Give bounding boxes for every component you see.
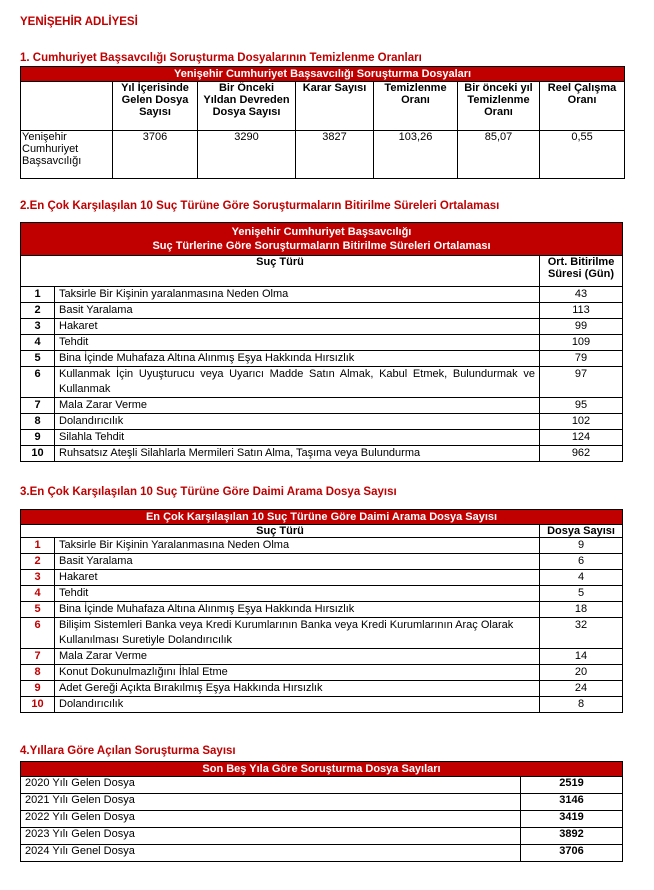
row-number: 7 bbox=[21, 649, 55, 665]
crime-type: Bina İçinde Muhafaza Altına Alınmış Eşya Hakkında Hırsızlık bbox=[55, 351, 540, 367]
table-row bbox=[21, 794, 623, 811]
col-header-value: Dosya Sayısı bbox=[540, 525, 623, 538]
cell-value: 3706 bbox=[113, 131, 198, 179]
row-number: 10 bbox=[21, 697, 55, 713]
table-row bbox=[21, 811, 623, 828]
col-header-crime: Suç Türü bbox=[21, 525, 540, 538]
year-label: 2024 Yılı Genel Dosya bbox=[21, 845, 521, 862]
col-header: Bir Önceki Yıldan Devreden Dosya Sayısı bbox=[198, 82, 296, 131]
table-row bbox=[21, 131, 625, 179]
table-row bbox=[21, 287, 623, 303]
crime-type: Basit Yaralama bbox=[55, 303, 540, 319]
table-row bbox=[21, 697, 623, 713]
table-row bbox=[21, 649, 623, 665]
table-row bbox=[21, 681, 623, 697]
section2-table-title: Yenişehir Cumhuriyet Başsavcılığı Suç Türlerine Göre Soruşturmaların Bitirilme Süreleri Ortalaması bbox=[21, 223, 623, 256]
year-file-count: 3419 bbox=[521, 811, 623, 828]
crime-type: Bilişim Sistemleri Banka veya Kredi Kurumlarının Banka veya Kredi Kurumlarının Araç Olarak Kullanılması Suretiyle Dolandırıcılık bbox=[55, 618, 540, 649]
crime-type: Dolandırıcılık bbox=[55, 414, 540, 430]
row-number: 2 bbox=[21, 554, 55, 570]
section2-heading: 2.En Çok Karşılaşılan 10 Suç Türüne Göre Soruşturmaların Bitirilme Süreleri Ortalaması bbox=[20, 200, 500, 212]
avg-days-value: 113 bbox=[540, 303, 623, 319]
crime-type: Silahla Tehdit bbox=[55, 430, 540, 446]
file-count-value: 20 bbox=[540, 665, 623, 681]
file-count-value: 14 bbox=[540, 649, 623, 665]
file-count-value: 5 bbox=[540, 586, 623, 602]
table-row bbox=[21, 398, 623, 414]
crime-type: Taksirle Bir Kişinin Yaralanmasına Neden Olma bbox=[55, 538, 540, 554]
row-number: 1 bbox=[21, 538, 55, 554]
crime-type: Taksirle Bir Kişinin yaralanmasına Neden Olma bbox=[55, 287, 540, 303]
table-row bbox=[21, 367, 623, 398]
file-count-value: 18 bbox=[540, 602, 623, 618]
crime-type: Dolandırıcılık bbox=[55, 697, 540, 713]
table-row bbox=[21, 845, 623, 862]
crime-type: Ruhsatsız Ateşli Silahlarla Mermileri Satın Alma, Taşıma veya Bulundurma bbox=[55, 446, 540, 462]
row-number: 6 bbox=[21, 618, 55, 649]
avg-days-value: 99 bbox=[540, 319, 623, 335]
table-row bbox=[21, 303, 623, 319]
crime-type: Mala Zarar Verme bbox=[55, 649, 540, 665]
table-row bbox=[21, 414, 623, 430]
row-number: 3 bbox=[21, 570, 55, 586]
avg-days-value: 43 bbox=[540, 287, 623, 303]
row-number: 5 bbox=[21, 602, 55, 618]
col-header: Yıl İçerisinde Gelen Dosya Sayısı bbox=[113, 82, 198, 131]
table-row bbox=[21, 446, 623, 462]
row-number: 4 bbox=[21, 335, 55, 351]
crime-type: Adet Gereği Açıkta Bırakılmış Eşya Hakkında Hırsızlık bbox=[55, 681, 540, 697]
row-number: 6 bbox=[21, 367, 55, 398]
avg-days-value: 109 bbox=[540, 335, 623, 351]
crime-type: Mala Zarar Verme bbox=[55, 398, 540, 414]
section3-table bbox=[20, 509, 623, 713]
year-label: 2020 Yılı Gelen Dosya bbox=[21, 777, 521, 794]
file-count-value: 4 bbox=[540, 570, 623, 586]
crime-type: Basit Yaralama bbox=[55, 554, 540, 570]
col-header: Reel Çalışma Oranı bbox=[540, 82, 625, 131]
col-header-crime: Suç Türü bbox=[21, 256, 540, 287]
col-header-empty bbox=[21, 82, 113, 131]
table-header-row bbox=[21, 256, 623, 287]
section1-heading: 1. Cumhuriyet Başsavcılığı Soruşturma Dosyalarının Temizlenme Oranları bbox=[20, 52, 422, 64]
col-header: Bir önceki yıl Temizlenme Oranı bbox=[458, 82, 540, 131]
table-row bbox=[21, 665, 623, 681]
col-header: Temizlenme Oranı bbox=[374, 82, 458, 131]
year-file-count: 2519 bbox=[521, 777, 623, 794]
row-label: Yenişehir Cumhuriyet Başsavcılığı bbox=[21, 131, 113, 179]
section3-table-title: En Çok Karşılaşılan 10 Suç Türüne Göre Daimi Arama Dosya Sayısı bbox=[21, 510, 623, 525]
table-row bbox=[21, 586, 623, 602]
avg-days-value: 962 bbox=[540, 446, 623, 462]
table-row bbox=[21, 538, 623, 554]
row-number: 1 bbox=[21, 287, 55, 303]
file-count-value: 8 bbox=[540, 697, 623, 713]
year-label: 2021 Yılı Gelen Dosya bbox=[21, 794, 521, 811]
section4-heading: 4.Yıllara Göre Açılan Soruşturma Sayısı bbox=[20, 745, 236, 757]
file-count-value: 32 bbox=[540, 618, 623, 649]
year-file-count: 3706 bbox=[521, 845, 623, 862]
row-number: 3 bbox=[21, 319, 55, 335]
row-number: 7 bbox=[21, 398, 55, 414]
crime-type: Kullanmak İçin Uyuşturucu veya Uyarıcı Madde Satın Almak, Kabul Etmek, Bulundurmak ve Kullanmak bbox=[55, 367, 540, 398]
cell-value: 103,26 bbox=[374, 131, 458, 179]
avg-days-value: 97 bbox=[540, 367, 623, 398]
section1-table-title: Yenişehir Cumhuriyet Başsavcılığı Soruşturma Dosyaları bbox=[21, 67, 625, 82]
table-row bbox=[21, 554, 623, 570]
crime-type: Hakaret bbox=[55, 570, 540, 586]
avg-days-value: 79 bbox=[540, 351, 623, 367]
crime-type: Konut Dokunulmazlığını İhlal Etme bbox=[55, 665, 540, 681]
section4-table-title: Son Beş Yıla Göre Soruşturma Dosya Sayıları bbox=[21, 762, 623, 777]
year-label: 2022 Yılı Gelen Dosya bbox=[21, 811, 521, 828]
row-number: 9 bbox=[21, 430, 55, 446]
crime-type: Bina İçinde Muhafaza Altına Alınmış Eşya Hakkında Hırsızlık bbox=[55, 602, 540, 618]
col-header-value: Ort. Bitirilme Süresi (Gün) bbox=[540, 256, 623, 287]
row-number: 2 bbox=[21, 303, 55, 319]
row-number: 4 bbox=[21, 586, 55, 602]
section1-table bbox=[20, 66, 625, 179]
crime-type: Tehdit bbox=[55, 586, 540, 602]
section3-heading: 3.En Çok Karşılaşılan 10 Suç Türüne Göre Daimi Arama Dosya Sayısı bbox=[20, 486, 397, 498]
table-row bbox=[21, 430, 623, 446]
file-count-value: 9 bbox=[540, 538, 623, 554]
crime-type: Tehdit bbox=[55, 335, 540, 351]
row-number: 8 bbox=[21, 665, 55, 681]
cell-value: 3827 bbox=[296, 131, 374, 179]
row-number: 10 bbox=[21, 446, 55, 462]
table-header-row bbox=[21, 525, 623, 538]
row-number: 9 bbox=[21, 681, 55, 697]
section4-table bbox=[20, 761, 623, 862]
year-file-count: 3892 bbox=[521, 828, 623, 845]
file-count-value: 6 bbox=[540, 554, 623, 570]
col-header: Karar Sayısı bbox=[296, 82, 374, 131]
avg-days-value: 95 bbox=[540, 398, 623, 414]
year-file-count: 3146 bbox=[521, 794, 623, 811]
table-row bbox=[21, 351, 623, 367]
row-number: 5 bbox=[21, 351, 55, 367]
table-row bbox=[21, 777, 623, 794]
cell-value: 85,07 bbox=[458, 131, 540, 179]
table-row bbox=[21, 828, 623, 845]
section2-table bbox=[20, 222, 623, 462]
file-count-value: 24 bbox=[540, 681, 623, 697]
table-row bbox=[21, 618, 623, 649]
page-title: YENİŞEHİR ADLİYESİ bbox=[20, 16, 138, 28]
cell-value: 0,55 bbox=[540, 131, 625, 179]
avg-days-value: 102 bbox=[540, 414, 623, 430]
cell-value: 3290 bbox=[198, 131, 296, 179]
avg-days-value: 124 bbox=[540, 430, 623, 446]
row-number: 8 bbox=[21, 414, 55, 430]
table-header-row bbox=[21, 82, 625, 131]
table-row bbox=[21, 319, 623, 335]
table-row bbox=[21, 602, 623, 618]
crime-type: Hakaret bbox=[55, 319, 540, 335]
table-row bbox=[21, 335, 623, 351]
year-label: 2023 Yılı Gelen Dosya bbox=[21, 828, 521, 845]
table-row bbox=[21, 570, 623, 586]
